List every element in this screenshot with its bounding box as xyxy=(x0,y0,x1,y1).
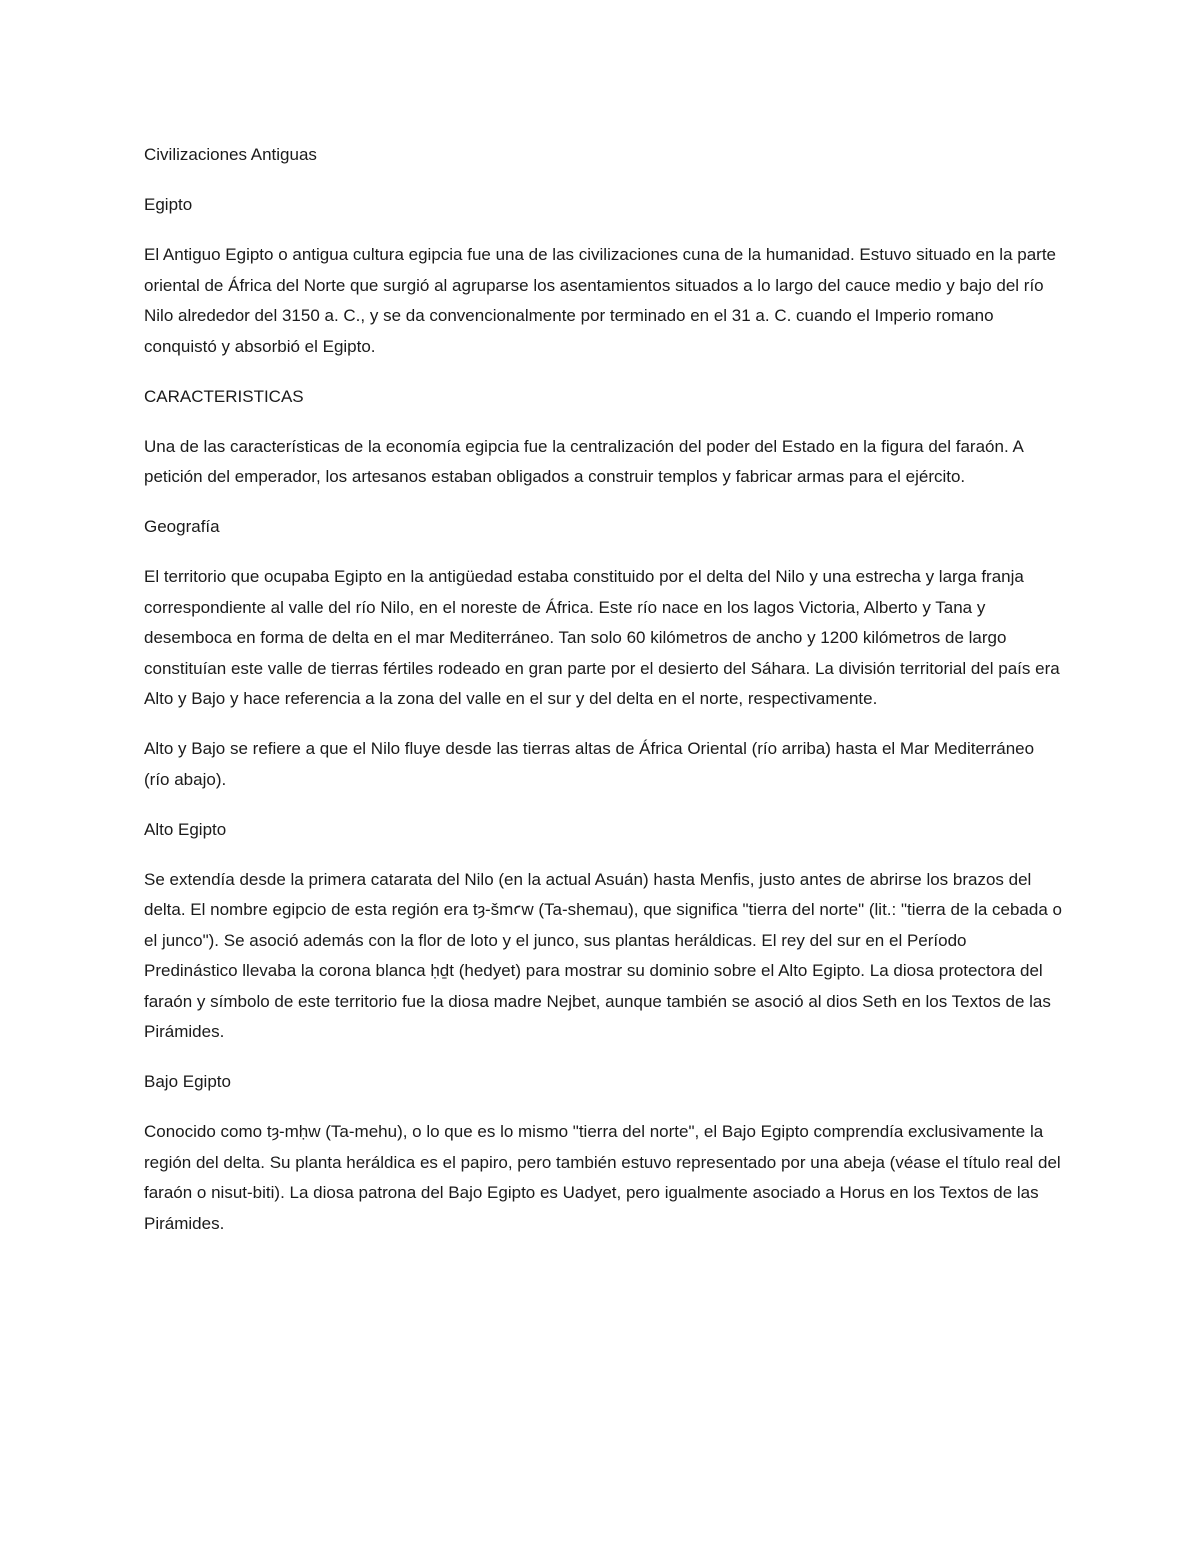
document-title: Civilizaciones Antiguas xyxy=(144,145,317,164)
section-heading-alto-egipto: Alto Egipto xyxy=(144,819,227,839)
paragraph-bajo-egipto: Conocido como tȝ-mḥw (Ta-mehu), o lo que es lo mismo "tierra del norte", el Bajo Egipto comprendía exclusivamente la región del delta. Su planta heráldica es el papiro, pero también estuvo representado por una abeja (véase el título real del faraón o nisut-biti). La diosa patrona del Bajo Egipto es Uadyet, pero igualmente asociado a Horus en los Textos de las Pirámides. xyxy=(144,1122,1061,1233)
paragraph-caracteristicas: Una de las características de la economía egipcia fue la centralización del poder del Estado en la figura del faraón. A petición del emperador, los artesanos estaban obligados a construir templos y fabricar armas para el ejército. xyxy=(144,436,1023,486)
paragraph-egipto-intro: El Antiguo Egipto o antigua cultura egipcia fue una de las civilizaciones cuna de la humanidad. Estuvo situado en la parte oriental de África del Norte que surgió al agruparse los asentamientos situados a lo largo del cauce medio y bajo del río Nilo alrededor del 3150 a. C., y se da convencionalmente por terminado en el 31 a. C. cuando el Imperio romano conquistó y absorbió el Egipto. xyxy=(144,245,1056,356)
paragraph-geografia-2: Alto y Bajo se refiere a que el Nilo fluye desde las tierras altas de África Oriental (río arriba) hasta el Mar Mediterráneo (río abajo). xyxy=(144,739,1035,789)
paragraph-geografia-1: El territorio que ocupaba Egipto en la antigüedad estaba constituido por el delta del Nilo y una estrecha y larga franja correspondiente al valle del río Nilo, en el noreste de África. Este río nace en los lagos Victoria, Alberto y Tana y desemboca en forma de delta en el mar Mediterráneo. Tan solo 60 kilómetros de ancho y 1200 kilómetros de largo constituían este valle de tierras fértiles rodeado en gran parte por el desierto del Sáhara. La división territorial del país era Alto y Bajo y hace referencia a la zona del valle en el sur y del delta en el norte, respectivamente. xyxy=(144,567,1060,708)
document-body xyxy=(144,140,1064,1259)
section-heading-bajo-egipto: Bajo Egipto xyxy=(144,1072,231,1091)
section-heading-geografia: Geografía xyxy=(144,517,220,536)
section-heading-caracteristicas: CARACTERISTICAS xyxy=(144,386,304,406)
section-heading-egipto: Egipto xyxy=(144,195,193,214)
paragraph-alto-egipto: Se extendía desde la primera catarata del Nilo (en la actual Asuán) hasta Menfis, justo antes de abrirse los brazos del delta. El nombre egipcio de esta región era tȝ-šmꜥw (Ta-shemau), que significa "tierra del norte" (lit.: "tierra de la cebada o el junco"). Se asoció además con la flor de loto y el junco, sus plantas heráldicas. El rey del sur en el Período Predinástico llevaba la corona blanca ḥḏt (hedyet) para mostrar su dominio sobre el Alto Egipto. La diosa protectora del faraón y símbolo de este territorio fue la diosa madre Nejbet, aunque también se asoció al dios Seth en los Textos de las Pirámides. xyxy=(144,869,1062,1041)
